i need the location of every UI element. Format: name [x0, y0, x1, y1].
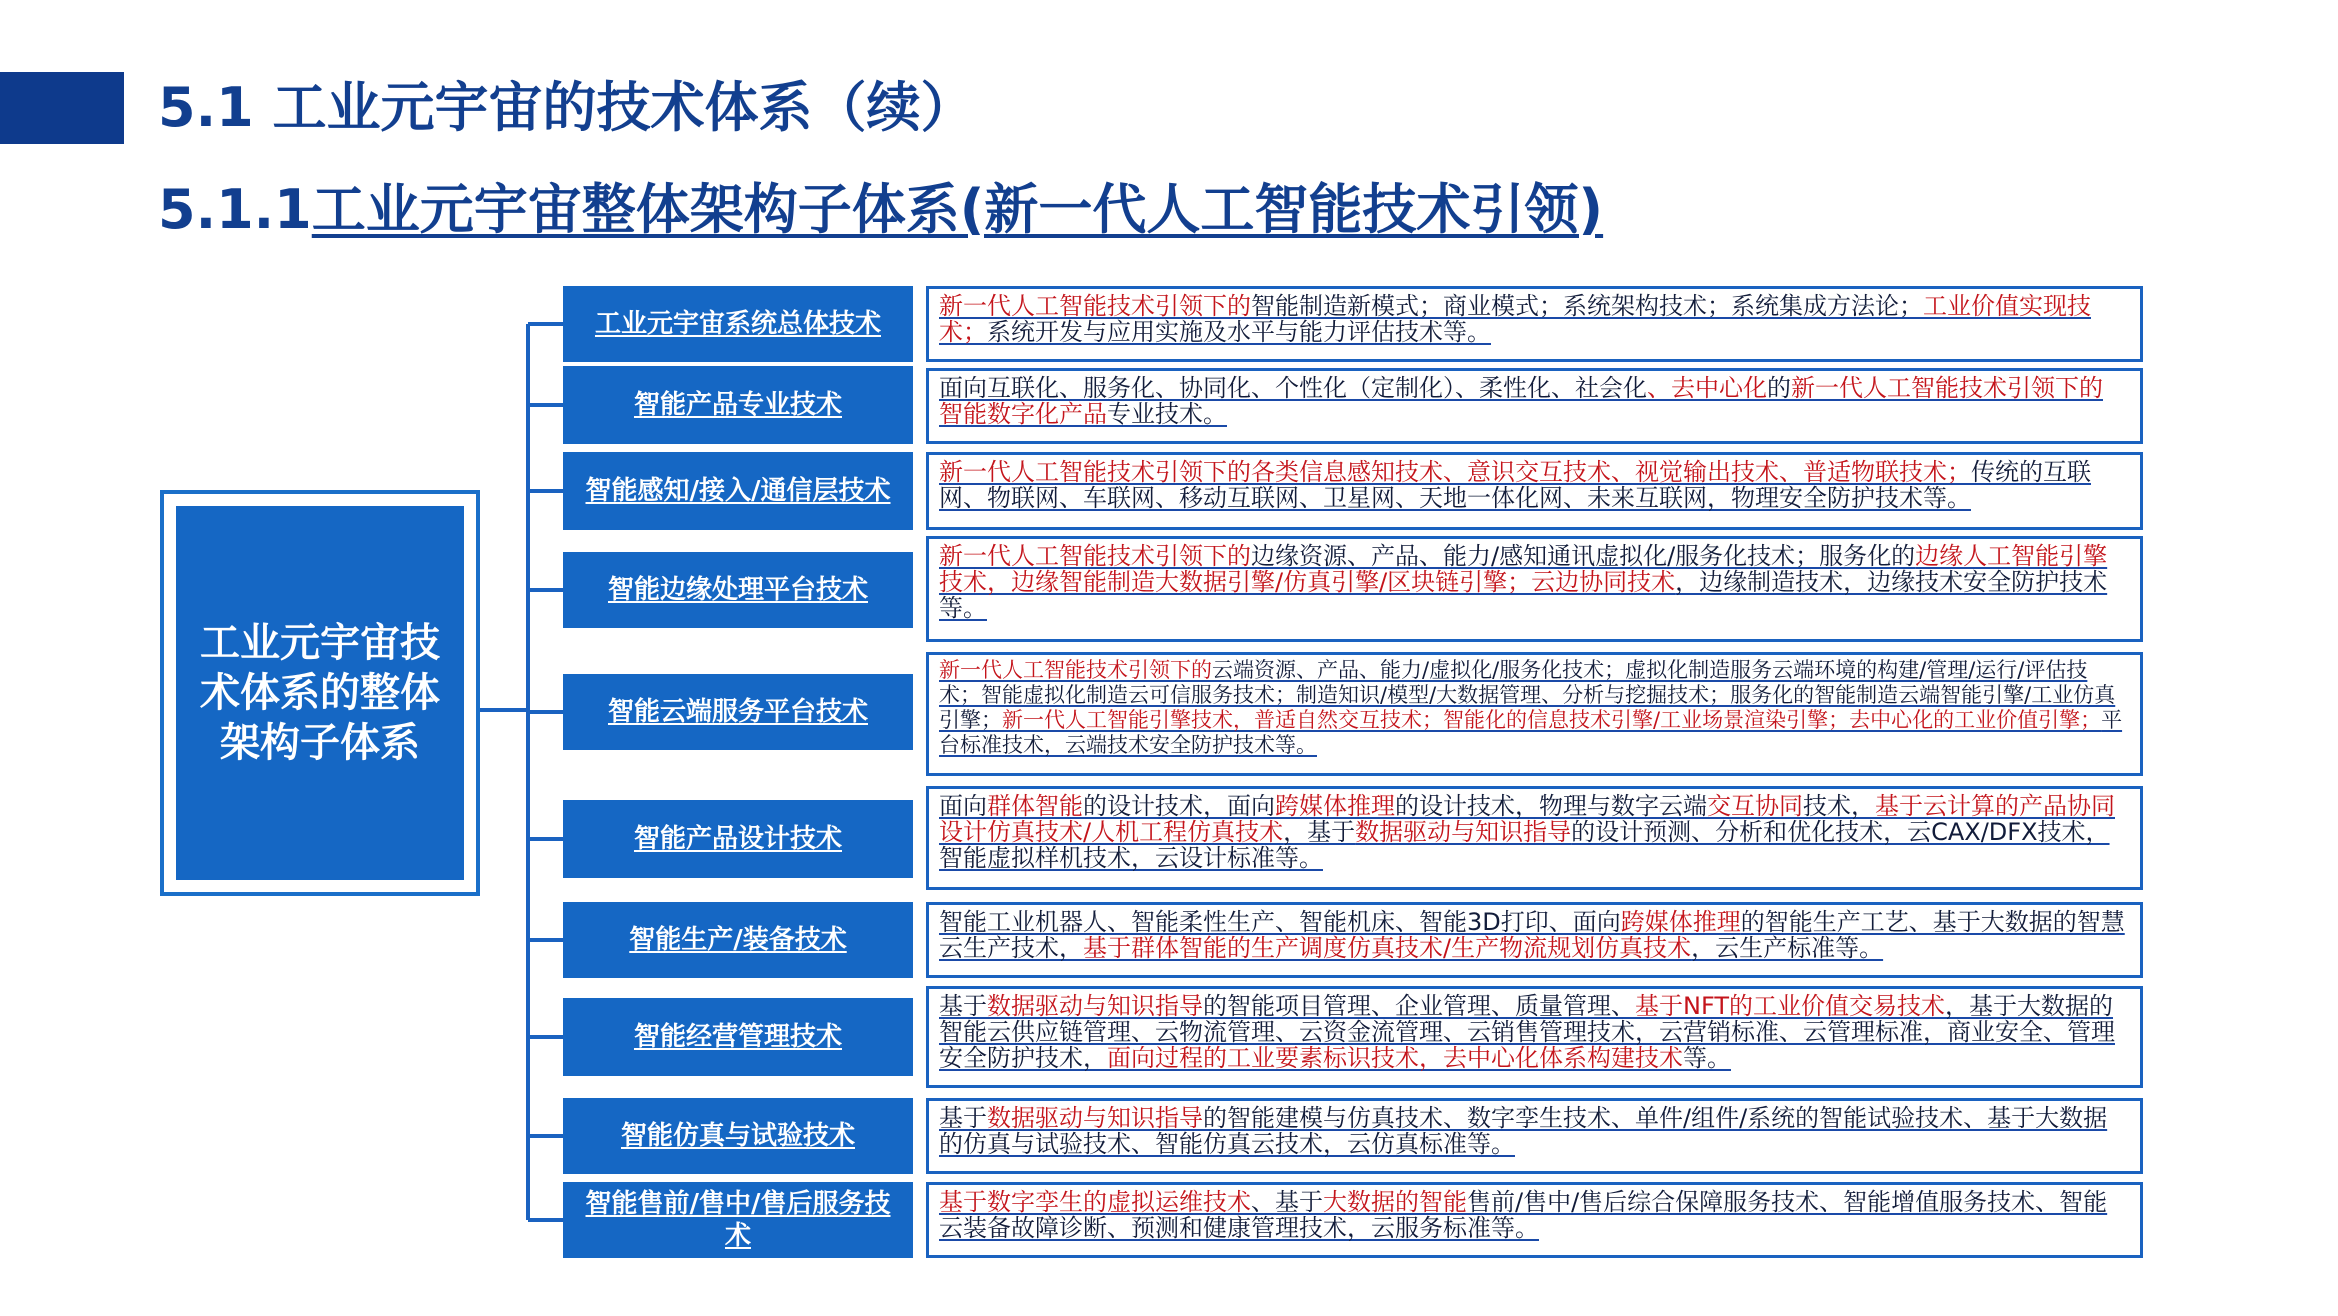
- subsystem-label: [563, 902, 913, 978]
- description-text: 智能制造新模式；商业模式；系统架构技术；系统集成方法论；: [1251, 292, 1923, 320]
- description-text: 的智能生产工艺、基于大数据的智慧云生产技术，: [939, 908, 2125, 962]
- description-text: 、基于: [1251, 1188, 1323, 1216]
- description-text: 边缘资源、产品、能力/感知通讯虚拟化/服务化技术；服务化的: [1251, 542, 1916, 570]
- subsystem-label: [563, 552, 913, 628]
- description-text: 等。: [1683, 1044, 1731, 1072]
- description-text: 的设计预测、分析和优化技术，云CAX/DFX技术，智能虚拟样机技术，云设计标准等。: [939, 818, 2110, 872]
- highlighted-text: 数据驱动与知识指导: [987, 1104, 1203, 1132]
- subsystem-label: [563, 998, 913, 1076]
- highlighted-text: 群体智能: [987, 792, 1083, 820]
- highlighted-text: 跨媒体推理: [1275, 792, 1395, 820]
- highlighted-text: 基于群体智能的生产调度仿真技术/生产物流规划仿真技术: [1083, 934, 1692, 962]
- highlighted-text: 大数据的智能: [1323, 1188, 1467, 1216]
- highlighted-text: 新一代人工智能技术引领下的: [939, 292, 1251, 320]
- highlighted-text: 新一代人工智能技术引领下的各类信息感知技术、意识交互技术、视觉输出技术、普适物联技术；: [939, 458, 1971, 486]
- description-text: 专业技术。: [1107, 400, 1227, 428]
- subsystem-label: [563, 674, 913, 750]
- subsystem-label-text: 智能售前/售中/售后服务技术: [585, 1189, 891, 1251]
- description-text: 售前/售中/售后综合保障服务技术、智能增值服务技术、智能云装备故障诊断、预测和健康管理技术，云服务标准等。: [939, 1188, 2108, 1242]
- subsystem-description: [926, 286, 2143, 362]
- highlighted-text: 新一代人工智能技术引领下的: [939, 542, 1251, 570]
- subsystem-label: [563, 286, 913, 362]
- subsystem-label-text: 智能边缘处理平台技术: [607, 575, 868, 605]
- subsystem-description: [926, 1182, 2143, 1258]
- highlighted-text: 边缘人工智能引擎技术，边缘智能制造大数据引擎/仿真引擎/区块链引擎；云边协同技术: [939, 542, 2108, 596]
- subsystem-label-text: 智能经营管理技术: [633, 1022, 842, 1052]
- root-node-label: 工业元宇宙技术体系的整体架构子体系: [176, 506, 464, 880]
- subsystem-label: [563, 452, 913, 530]
- highlighted-text: 跨媒体推理: [1620, 908, 1741, 936]
- subsystem-description: [926, 652, 2143, 776]
- description-text: 的设计技术，面向: [1083, 792, 1275, 820]
- description-text: 基于: [939, 992, 987, 1020]
- description-text: 的设计技术，物理与数字云端: [1395, 792, 1707, 820]
- highlighted-text: 面向过程的工业要素标识技术，去中心化体系构建技术: [1107, 1044, 1683, 1072]
- subsystem-label: [563, 800, 913, 878]
- highlighted-text: 工业价值实现技术；: [939, 292, 2091, 346]
- page-title: 5.1 工业元宇宙的技术体系（续）: [158, 76, 975, 139]
- description-text: 智能工业机器人、智能柔性生产、智能机床、智能3D打印、面向: [939, 908, 1621, 936]
- subsystem-description: [926, 902, 2143, 978]
- subsystem-label: [563, 1098, 913, 1174]
- description-text: 传统的互联网、物联网、车联网、移动互联网、卫星网、天地一体化网、未来互联网，物理安全防护技术等。: [939, 458, 2091, 512]
- highlighted-text: 新一代人工智能技术引领下的: [939, 658, 1212, 682]
- description-text: 系统开发与应用实施及水平与能力评估技术等。: [987, 318, 1491, 346]
- subsystem-label-text: 智能云端服务平台技术: [607, 697, 868, 727]
- description-text: ，基于大数据的智能云供应链管理、云物流管理、云资金流管理、云销售管理技术，云营销标准、云管理标准，商业安全、管理安全防护技术，: [939, 992, 2115, 1072]
- highlighted-text: 交互协同: [1707, 792, 1803, 820]
- subsystem-description: [926, 1098, 2143, 1174]
- highlighted-text: 、去中心化: [1647, 374, 1767, 402]
- description-text: 基于: [939, 1104, 987, 1132]
- description-text: ，边缘制造技术，边缘技术安全防护技术等。: [939, 568, 2108, 622]
- highlighted-text: 数据驱动与知识指导: [1355, 818, 1572, 846]
- subsystem-label-text: 智能仿真与试验技术: [620, 1121, 855, 1151]
- description-text: 的: [1767, 374, 1791, 402]
- subtitle-text: 工业元宇宙整体架构子体系(新一代人工智能技术引领): [311, 178, 1604, 241]
- description-text: 面向: [939, 792, 987, 820]
- highlighted-text: 基于数字孪生的虚拟运维技术: [939, 1188, 1251, 1216]
- subsystem-label-text: 智能产品专业技术: [633, 390, 842, 420]
- highlighted-text: 新一代人工智能引擎技术，普适自然交互技术；智能化的信息技术引擎/工业场景渲染引擎；去中心化的工业价值引擎；: [1002, 708, 2102, 732]
- subsystem-label-text: 智能生产/装备技术: [629, 925, 847, 955]
- subsystem-description: [926, 536, 2143, 642]
- highlighted-text: 新一代人工智能技术引领下的智能数字化产品: [939, 374, 2103, 428]
- description-text: 平台标准技术，云端技术安全防护技术等。: [939, 708, 2123, 757]
- subsystem-description: [926, 786, 2143, 890]
- subtitle-number: 5.1.1: [158, 178, 312, 241]
- highlighted-text: 基于云计算的产品协同设计仿真技术/人机工程仿真技术: [939, 792, 2115, 846]
- highlighted-text: 基于NFT的工业价值交易技术: [1635, 992, 1945, 1020]
- subsystem-label-text: 智能感知/接入/通信层技术: [585, 476, 891, 506]
- description-text: 面向互联化、服务化、协同化、个性化（定制化）、柔性化、社会化: [939, 374, 1647, 402]
- subsystem-description: [926, 986, 2143, 1088]
- subsystem-description: [926, 452, 2143, 530]
- subsystem-description: [926, 368, 2143, 444]
- subsystem-label-text: 工业元宇宙系统总体技术: [594, 309, 881, 339]
- description-text: 的智能项目管理、企业管理、质量管理、: [1203, 992, 1635, 1020]
- description-text: 技术，: [1803, 792, 1875, 820]
- highlighted-text: 数据驱动与知识指导: [987, 992, 1203, 1020]
- subsystem-label: [563, 366, 913, 444]
- description-text: 的智能建模与仿真技术、数字孪生技术、单件/组件/系统的智能试验技术、基于大数据的仿真与试验技术、智能仿真云技术，云仿真标准等。: [939, 1104, 2108, 1158]
- subsystem-label: [563, 1182, 913, 1258]
- description-text: ，云生产标准等。: [1691, 934, 1884, 962]
- description-text: ，基于: [1283, 818, 1356, 846]
- subsystem-label-text: 智能产品设计技术: [633, 824, 842, 854]
- description-text: 云端资源、产品、能力/虚拟化/服务化技术；虚拟化制造服务云端环境的构建/管理/运行/评估技术；智能虚拟化制造云可信服务技术；制造知识/模型/大数据管理、分析与挖掘技术；服务化的智能制造云端智能引擎/工业仿真引擎；: [939, 658, 2116, 732]
